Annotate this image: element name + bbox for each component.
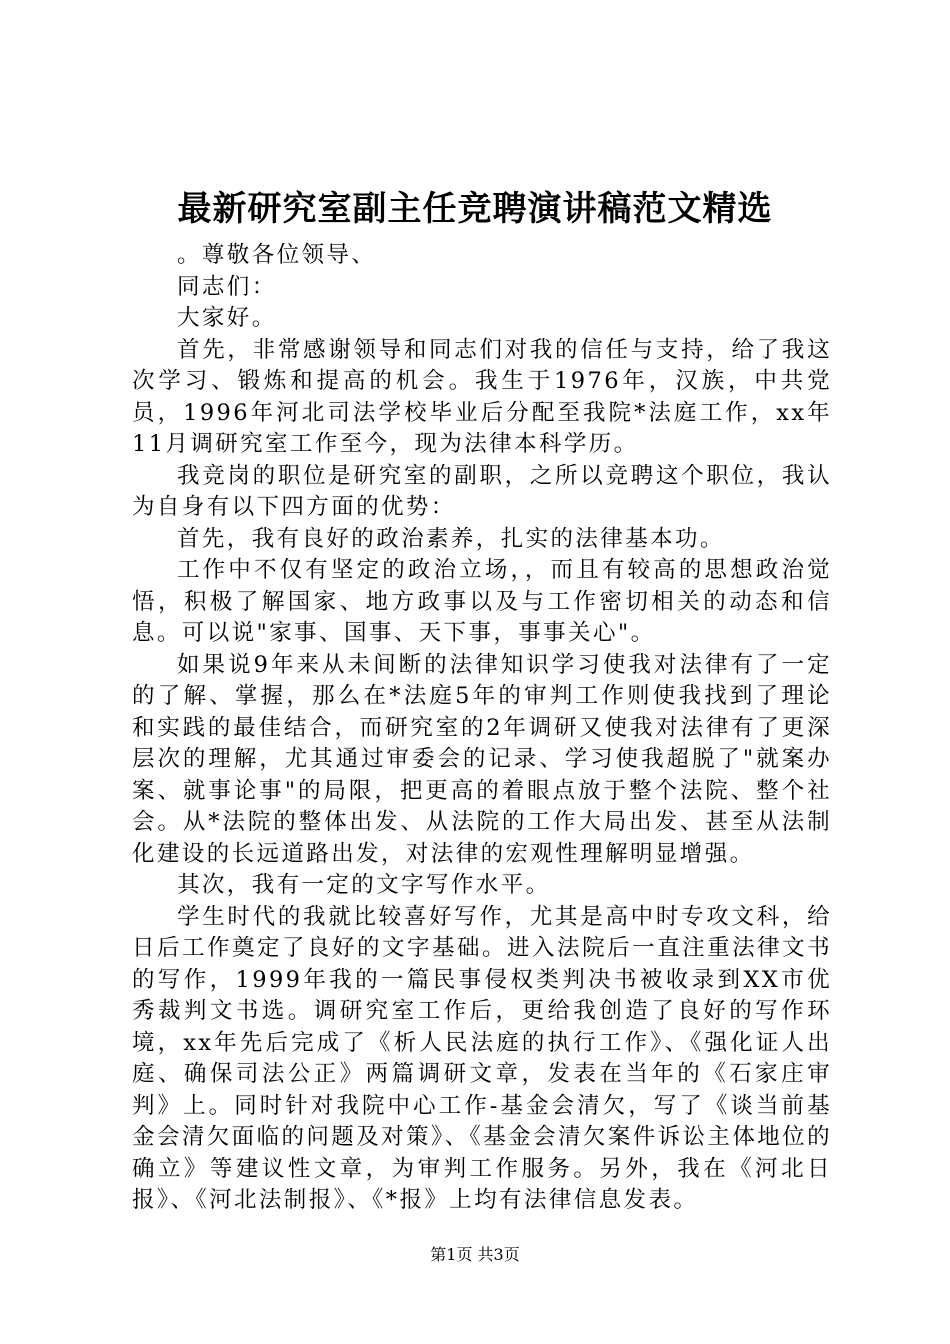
paragraph: 我竞岗的职位是研究室的副职，之所以竞聘这个职位，我认为自身有以下四方面的优势： [132, 462, 832, 520]
page-footer: 第1页 共3页 [430, 1245, 520, 1264]
document-title: 最新研究室副主任竞聘演讲稿范文精选 [177, 189, 773, 229]
paragraph: 首先，非常感谢领导和同志们对我的信任与支持，给了我这次学习、锻炼和提高的机会。我生于1976年，汉族，中共党员，1996年河北司法学校毕业后分配至我院*法庭工作，xx年11月调研究室工作至今，现为法律本科学历。 [132, 336, 832, 457]
paragraph: 其次，我有一定的文字写作水平。 [177, 872, 551, 898]
paragraph: 工作中不仅有坚定的政治立场，，而且有较高的思想政治觉悟，积极了解国家、地方政事以及与工作密切相关的动态和信息。可以说"家事、国事、天下事，事事关心"。 [132, 557, 832, 646]
paragraph: 学生时代的我就比较喜好写作，尤其是高中时专攻文科，给日后工作奠定了良好的文字基础。进入法院后一直注重法律文书的写作，1999年我的一篇民事侵权类判决书被收录到XX市优秀裁判文书选。调研究室工作后，更给我创造了良好的写作环境，xx年先后完成了《析人民法庭的执行工作》、《强化证人出庭、确保司法公正》两篇调研文章，发表在当年的《石家庄审判》上。同时针对我院中心工作-基金会清欠，写了《谈当前基金会清欠面临的问题及对策》、《基金会清欠案件诉讼主体地位的确立》等建议性文章，为审判工作服务。另外，我在《河北日报》、《河北法制报》、《*报》上均有法律信息发表。 [132, 903, 832, 1213]
paragraph: 同志们： [177, 273, 277, 300]
paragraph: 大家好。 [177, 305, 277, 331]
document-body [132, 240, 832, 1217]
paragraph: 如果说9年来从未间断的法律知识学习使我对法律有了一定的了解、掌握，那么在*法庭5年的审判工作则使我找到了理论和实践的最佳结合，而研究室的2年调研又使我对法律有了更深层次的理解，尤其通过审委会的记录、学习使我超脱了"就案办案、就事论事"的局限，把更高的着眼点放于整个法院、整个社会。从*法院的整体出发、从法院的工作大局出发、甚至从法制化建设的长远道路出发，对法律的宏观性理解明显增强。 [132, 651, 832, 867]
paragraph: 。尊敬各位领导、 [177, 242, 377, 268]
paragraph: 首先，我有良好的政治素养，扎实的法律基本功。 [177, 525, 725, 552]
